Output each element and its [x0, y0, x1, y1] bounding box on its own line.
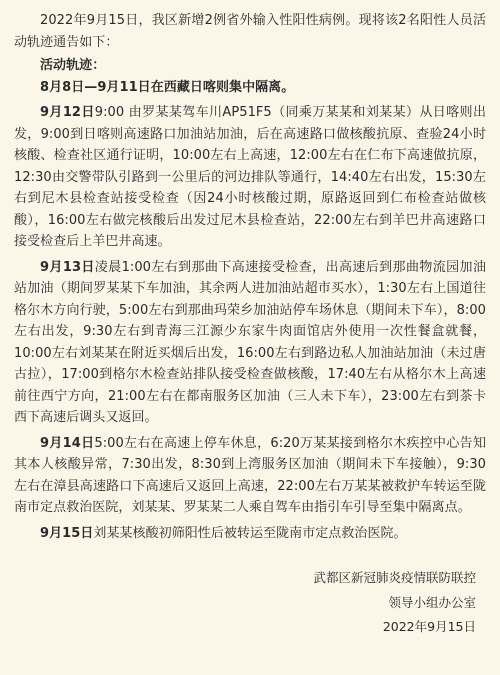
signature-date: 2022年9月15日	[382, 619, 476, 634]
entry-date: 9月14日	[40, 435, 95, 451]
entry-sep14	[14, 433, 486, 519]
entry-text: 刘某某核酸初筛阳性后被转运至陇南市定点救治医院。	[93, 525, 407, 541]
entry-text: 凌晨1:00左右到那曲下高速接受检查，出高速后到那曲物流园加油站加油（期间罗某某下车加油，其余两人进加油站超市买水），1:30左右上国道往格尔木方向行驶，5:00左右到那曲玛荣乡加油站停车场休息（期间未下车），8:00左右出发，9:30左右到青海三江源少东家牛肉面馆店外使用一次性餐盒就餐，10:00左右刘某某在附近买烟后出发，16:00左右到路边私人加油站加油（未过唐古拉），17:00到格尔木检查站排队接受检查做核酸，17:40左右从格尔木上高速前往西宁方向，21:00左右在都南服务区加油（三人未下车），23:00左右到茶卡西下高速后调头又返回。	[14, 259, 486, 425]
intro-paragraph: 2022年9月15日，我区新增2例省外输入性阳性病例。现将该2名阳性人员活动轨迹通告如下：	[14, 13, 486, 50]
entry-text: 5:00左右在高速上停车休息，6:20万某某接到格尔木疾控中心告知其本人核酸异常，7:30出发，8:30到上湾服务区加油（期间未下车接触），9:30左右在漳县高速路口下高速后又返回上高速，22:00左右万某某被救护车转运至陇南市定点救治医院，刘某某、罗某某二人乘自驾车由指引车引导至集中隔离点。	[14, 435, 486, 515]
entry-text: 在西藏日喀则集中隔离。	[150, 79, 295, 95]
entry-sep13	[14, 257, 486, 429]
signature-office: 领导小组办公室	[388, 594, 476, 610]
entry-sep15	[14, 523, 486, 545]
entry-date: 8月8日—9月11日	[40, 79, 151, 95]
entry-sep12	[14, 102, 486, 253]
entry-text: 9:00 由罗某某驾车川AP51F5（同乘万某某和刘某某）从日喀则出发，9:00到日喀则高速路口加油站加油，后在高速路口做核酸抗原、查验24小时核酸、检查社区通行证明，10:00左右上高速，12:00左右在仁布下高速做抗原，12:30由交警带队引路到一公里后的河边排队等通行，14:40左右出发，15:30左右到尼木县检查站接受检查（因24小时核酸过期，原路返回到仁布检查站做核酸），16:00左右做完核酸后出发过尼木县检查站，22:00左右到羊巴井高速路口接受检查后上羊巴井高速。	[14, 105, 486, 249]
entry-date: 9月13日	[40, 259, 95, 275]
signature-block	[14, 566, 486, 640]
entry-date: 9月15日	[40, 525, 94, 541]
section-title: 活动轨迹：	[40, 58, 106, 73]
entry-date: 9月12日	[40, 105, 95, 120]
signature-org: 武都区新冠肺炎疫情联防联控	[313, 570, 476, 585]
entry-aug8-sep11	[14, 77, 486, 99]
